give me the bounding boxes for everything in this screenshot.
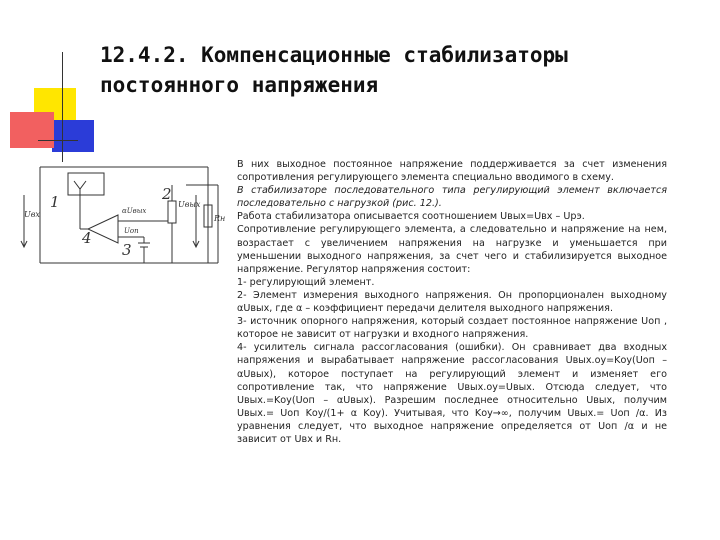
label-uout: Uвых (178, 200, 201, 209)
label-n1: 1 (50, 193, 60, 211)
paragraph-item-2: 2- Элемент измерения выходного напряжения. Он пропорционален выходному αUвых, где α – коэффициент передачи делителя выходного напряжения. (237, 289, 667, 315)
label-rn: Rн (214, 214, 226, 223)
label-uref: Uоп (124, 227, 139, 235)
paragraph-item-1: 1- регулирующий элемент. (237, 276, 375, 288)
title-line-2: постоянного напряжения (100, 73, 379, 97)
page-title (100, 40, 700, 100)
title-line-1: 12.4.2. Компенсационные стабилизаторы (100, 43, 568, 67)
label-uin: Uвх (24, 210, 40, 219)
paragraph-item-4: 4- усилитель сигнала рассогласования (ошибки). Он сравнивает два входных напряжения и вырабатывает напряжение рассогласования Uвых.оу=Kоу(Uоп – αUвых), которое поступает на регулирующий элемент и изменяет его сопротивление так, что напряжение Uвых.оу=Uвых. Отсюда следует, что Uвых.=Kоу(Uоп – αUвых). Разрешим последнее относительно Uвых, получим Uвых.= Uоп Kоу/(1+ α Kоу). Учитывая, что Kоу→∞, получим Uвых.= Uоп /α. Из уравнения следует, что выходное напряжение определяется от Uоп /α и не зависит от Uвх и Rн. (237, 342, 667, 445)
paragraph-resistance: Сопротивление регулирующего элемента, а следовательно и напряжение на нем, возрастает с увеличением напряжения на нагрузке и уменьшается при уменьшении выходного напряжения, за счет чего и стабилизируется выходное напряжение. Регулятор напряжения состоит: (237, 224, 667, 275)
label-n4: 4 (82, 229, 92, 247)
paragraph-equation: Работа стабилизатора описывается соотношением Uвых=Uвх – Uрэ. (237, 211, 585, 223)
paragraph-intro: В них выходное постоянное напряжение поддерживается за счет изменения сопротивления регулирующего элемента специально вводимого в схему. (237, 159, 667, 184)
label-n3: 3 (122, 241, 132, 259)
label-n2: 2 (162, 185, 172, 203)
label-udiv: αUвых (122, 207, 147, 215)
deco-vertical-line (62, 52, 63, 162)
deco-horizontal-line (38, 140, 78, 141)
paragraph-series-type: В стабилизаторе последовательного типа регулирующий элемент включается последовательно с нагрузкой (рис. 12.). (237, 185, 667, 210)
deco-blue-square (52, 120, 94, 152)
deco-red-square (10, 112, 54, 148)
body-text (237, 158, 667, 446)
paragraph-item-3: 3- источник опорного напряжения, который создает постоянное напряжение Uоп , которое не зависит от нагрузки и входного напряжения. (237, 316, 667, 341)
stabilizer-circuit-diagram (18, 155, 230, 273)
